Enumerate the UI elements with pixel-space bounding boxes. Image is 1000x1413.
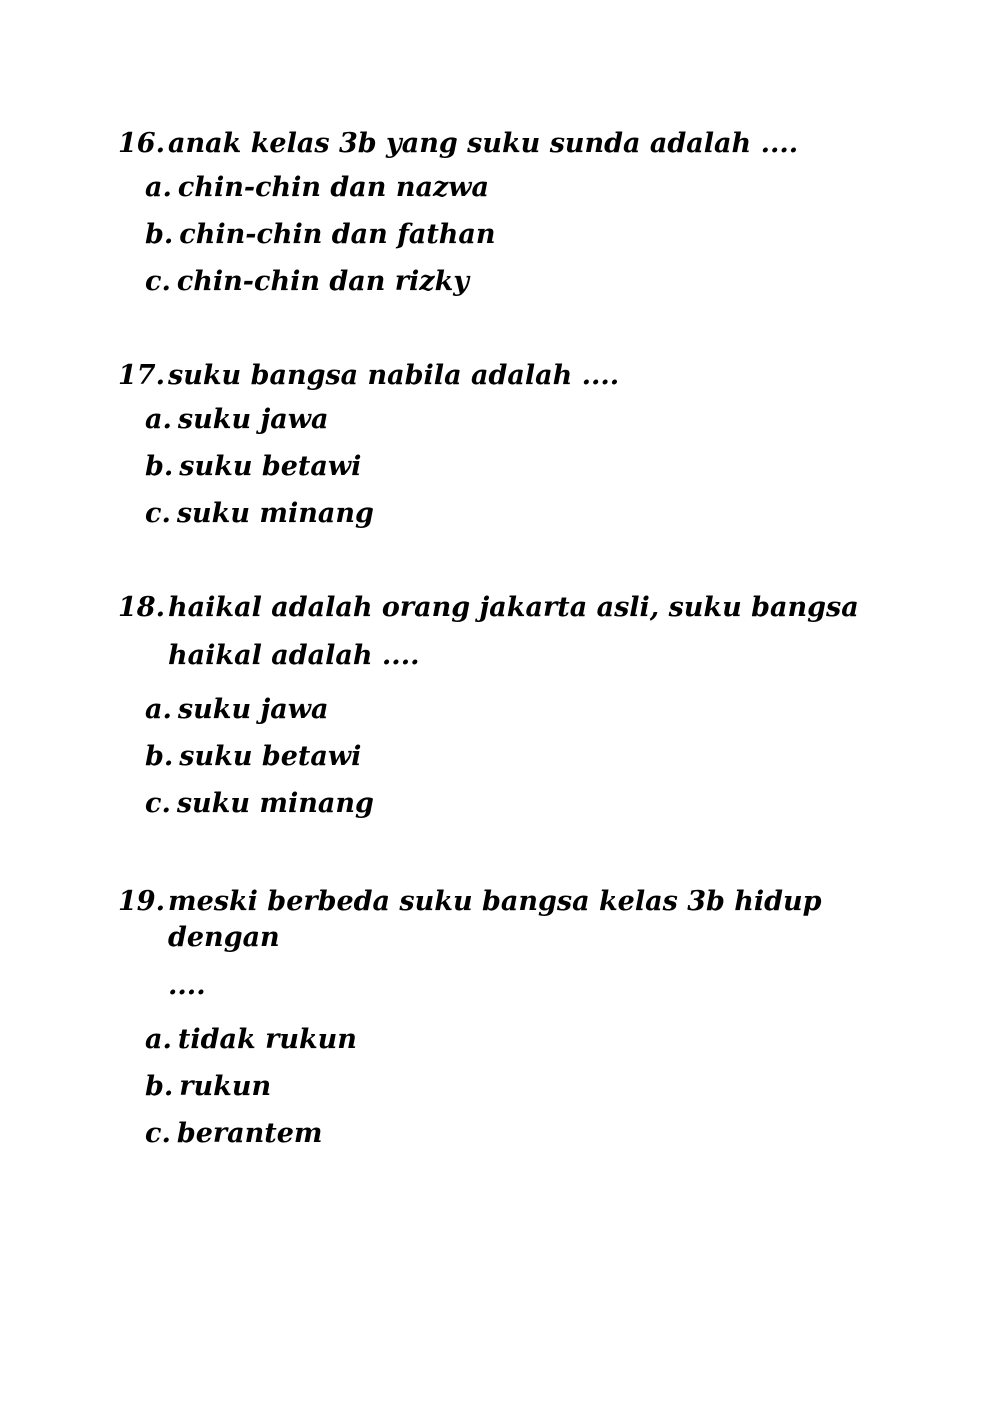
question-text: meski berbeda suku bangsa kelas 3b hidup dengan <box>168 886 822 953</box>
question-stem <box>118 358 878 394</box>
option-text: chin-chin dan nazwa <box>177 171 490 203</box>
option-letter: c. <box>145 787 171 819</box>
option-list <box>118 164 878 305</box>
option-b[interactable] <box>145 733 878 780</box>
option-text: rukun <box>179 1070 272 1102</box>
question-18 <box>118 590 878 827</box>
option-c[interactable] <box>145 1110 878 1157</box>
question-16 <box>118 126 878 305</box>
question-text: anak kelas 3b yang suku sunda adalah .... <box>168 128 799 159</box>
question-text-continued: .... <box>168 970 206 1001</box>
option-letter: b. <box>145 1070 174 1102</box>
option-b[interactable] <box>145 211 878 258</box>
option-list <box>118 686 878 827</box>
question-stem <box>118 590 878 626</box>
question-number: 16. <box>118 128 165 159</box>
option-text: suku minang <box>176 787 374 819</box>
option-b[interactable] <box>145 443 878 490</box>
option-a[interactable] <box>145 396 878 443</box>
option-text: suku betawi <box>179 740 362 772</box>
option-c[interactable] <box>145 780 878 827</box>
option-letter: a. <box>145 1023 172 1055</box>
option-c[interactable] <box>145 490 878 537</box>
option-text: chin-chin dan rizky <box>176 265 469 297</box>
option-text: chin-chin dan fathan <box>179 218 496 250</box>
option-letter: c. <box>145 1117 171 1149</box>
option-text: tidak rukun <box>177 1023 357 1055</box>
question-17 <box>118 358 878 537</box>
option-text: suku jawa <box>177 693 329 725</box>
question-number: 17. <box>118 360 165 391</box>
option-text: suku betawi <box>179 450 362 482</box>
question-number: 18. <box>118 592 165 623</box>
option-a[interactable] <box>145 1016 878 1063</box>
option-text: suku minang <box>176 497 374 529</box>
option-c[interactable] <box>145 258 878 305</box>
option-b[interactable] <box>145 1063 878 1110</box>
option-letter: a. <box>145 693 172 725</box>
question-number: 19. <box>118 886 165 917</box>
option-letter: b. <box>145 450 174 482</box>
option-letter: c. <box>145 265 171 297</box>
option-a[interactable] <box>145 686 878 733</box>
option-list <box>118 396 878 537</box>
question-stem <box>118 126 878 162</box>
option-a[interactable] <box>145 164 878 211</box>
option-list <box>118 1016 878 1157</box>
option-letter: a. <box>145 403 172 435</box>
option-text: suku jawa <box>177 403 329 435</box>
question-19 <box>118 884 878 1157</box>
option-text: berantem <box>176 1117 323 1149</box>
option-letter: c. <box>145 497 171 529</box>
question-stem <box>118 884 878 956</box>
question-text: suku bangsa nabila adalah .... <box>168 360 620 391</box>
option-letter: a. <box>145 171 172 203</box>
question-text-continued: haikal adalah .... <box>168 640 420 671</box>
option-letter: b. <box>145 218 174 250</box>
option-letter: b. <box>145 740 174 772</box>
question-text: haikal adalah orang jakarta asli, suku bangsa <box>168 592 859 623</box>
